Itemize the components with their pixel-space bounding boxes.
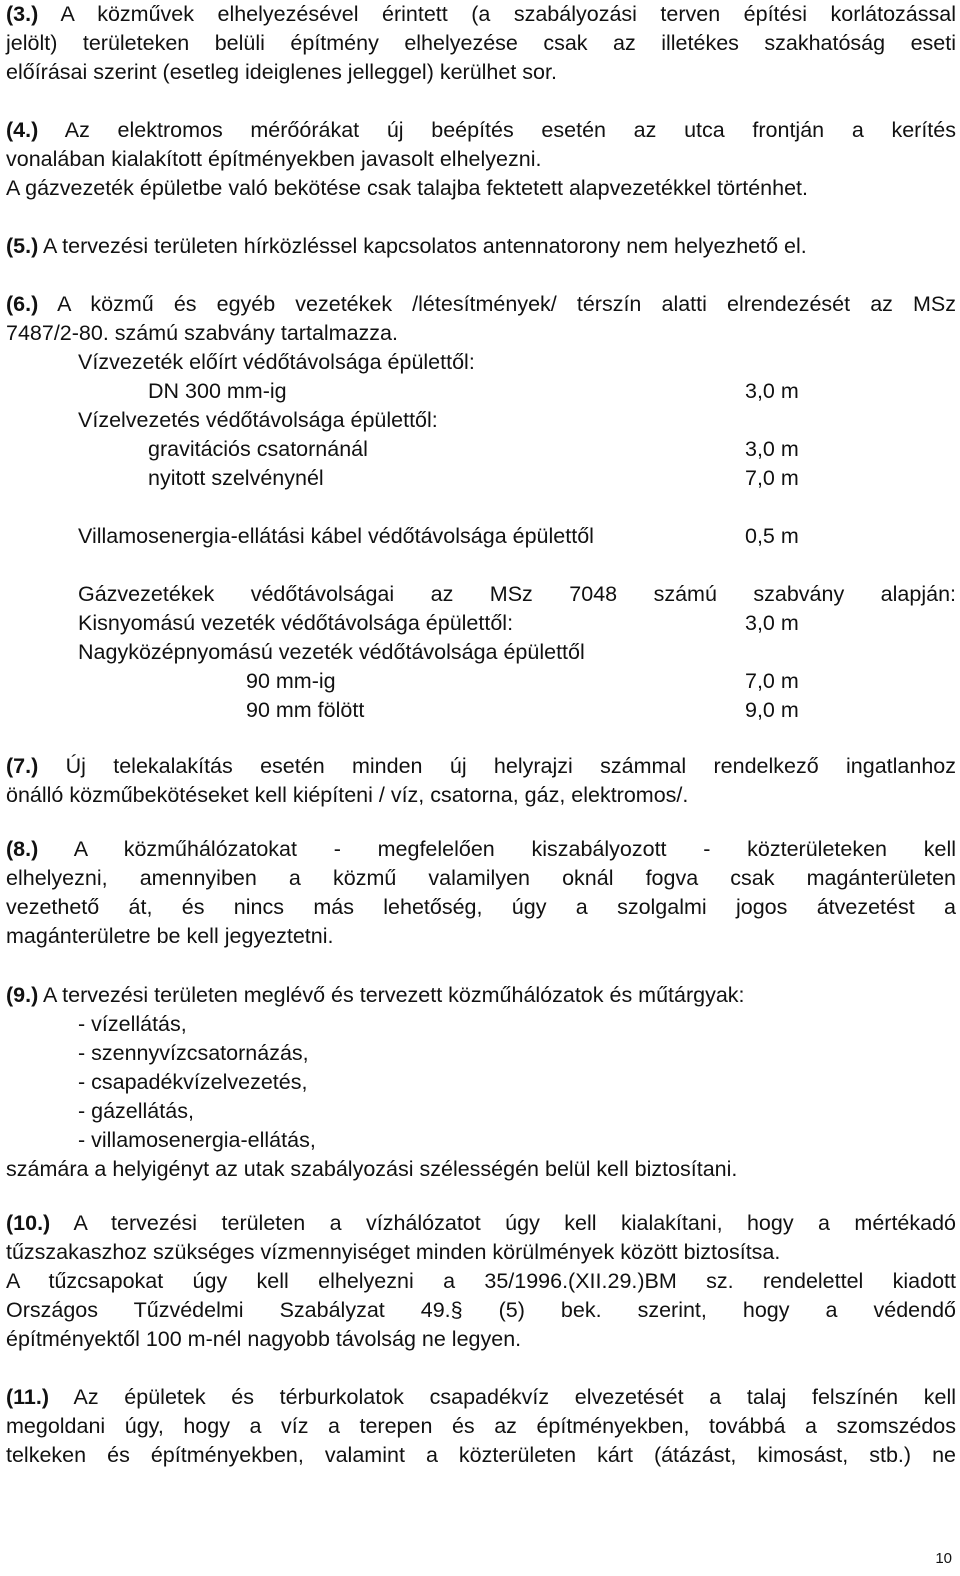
- water-header: Vízvezeték előírt védőtávolsága épülettől:: [78, 350, 475, 374]
- paragraph-10-line-2: tűzszakaszhoz szükséges vízmennyiséget minden körülmények között biztosítsa.: [6, 1240, 781, 1264]
- gas-low-row: Kisnyomású vezeték védőtávolsága épülettől: 3,0 m: [6, 609, 960, 638]
- paragraph-3-line-2: jelölt) területeken belüli építmény elhelyezése csak az illetékes szakhatóság eseti: [6, 31, 956, 55]
- paragraph-10-line-5: építményektől 100 m-nél nagyobb távolság ne legyen.: [6, 1327, 522, 1351]
- paragraph-10-line-1: (10.) A tervezési területen a vízhálózatot úgy kell kialakítani, hogy a mértékadó: [6, 1211, 956, 1235]
- paragraph-number: (6.): [6, 292, 39, 316]
- paragraph-number: (7.): [6, 754, 39, 778]
- list-item: - gázellátás,: [78, 1099, 194, 1123]
- paragraph-7-line-1: (7.) Új telekalakítás esetén minden új helyrajzi számmal rendelkező ingatlanhoz: [6, 754, 956, 778]
- gas-90-row: 90 mm-ig 7,0 m: [6, 667, 960, 696]
- paragraph-11-line-2: megoldani úgy, hogy a víz a terepen és az építményekben, továbbá a szomszédos: [6, 1414, 956, 1438]
- paragraph-7-line-2: önálló közműbekötéseket kell kiépíteni / víz, csatorna, gáz, elektromos/.: [6, 783, 689, 807]
- paragraph-4-line-1: (4.) Az elektromos mérőórákat új beépítés esetén az utca frontján a kerítés: [6, 118, 956, 142]
- distance-value: 3,0 m: [745, 437, 799, 461]
- paragraph-5-line-1: (5.) A tervezési területen hírközléssel kapcsolatos antennatorony nem helyezhető el.: [6, 234, 807, 258]
- list-item: - szennyvízcsatornázás,: [78, 1041, 309, 1065]
- list-item: - villamosenergia-ellátás,: [78, 1128, 316, 1152]
- paragraph-number: (4.): [6, 118, 39, 142]
- paragraph-3-line-1: (3.) A közművek elhelyezésével érintett (a szabályozási terven építési korlátozással: [6, 2, 956, 26]
- distance-value: 7,0 m: [745, 466, 799, 490]
- paragraph-11-line-3: telkeken és építményekben, valamint a közterületen kárt (átázást, kimosást, stb.) ne: [6, 1443, 956, 1467]
- distance-value: 3,0 m: [745, 379, 799, 403]
- paragraph-number: (5.): [6, 234, 39, 258]
- gas-header: Gázvezetékek védőtávolságai az MSz 7048 számú szabvány alapján:: [78, 582, 956, 606]
- sewer-open-row: nyitott szelvénynél 7,0 m: [6, 464, 960, 493]
- paragraph-number: (8.): [6, 837, 39, 861]
- gas-90-over-row: 90 mm fölött 9,0 m: [6, 696, 960, 725]
- distance-value: 0,5 m: [745, 524, 799, 548]
- paragraph-number: (3.): [6, 2, 39, 26]
- paragraph-10-line-4: Országos Tűzvédelmi Szabályzat 49.§ (5) bek. szerint, hogy a védendő: [6, 1298, 956, 1322]
- paragraph-6-line-1: (6.) A közmű és egyéb vezetékek /létesítmények/ térszín alatti elrendezését az MSz: [6, 292, 956, 316]
- paragraph-9-closing: számára a helyigényt az utak szabályozási szélességén belül kell biztosítani.: [6, 1157, 738, 1181]
- list-item: - vízellátás,: [78, 1012, 187, 1036]
- paragraph-4-line-3: A gázvezeték épületbe való bekötése csak talajba fektetett alapvezetékkel történhet.: [6, 176, 808, 200]
- distance-value: 3,0 m: [745, 611, 799, 635]
- power-row: Villamosenergia-ellátási kábel védőtávolsága épülettől 0,5 m: [6, 522, 960, 551]
- distance-value: 9,0 m: [745, 698, 799, 722]
- distance-value: 7,0 m: [745, 669, 799, 693]
- paragraph-11-line-1: (11.) Az épületek és térburkolatok csapadékvíz elvezetését a talaj felszínén kell: [6, 1385, 956, 1409]
- paragraph-8-line-2: elhelyezni, amennyiben a közmű valamilyen oknál fogva csak magánterületen: [6, 866, 956, 890]
- page-number: 10: [935, 1550, 952, 1567]
- water-dn-row: DN 300 mm-ig 3,0 m: [6, 377, 960, 406]
- paragraph-3-line-3: előírásai szerint (esetleg ideiglenes jelleggel) kerülhet sor.: [6, 60, 557, 84]
- paragraph-6-line-2: 7487/2-80. számú szabvány tartalmazza.: [6, 321, 398, 345]
- paragraph-10-line-3: A tűzcsapokat úgy kell elhelyezni a 35/1996.(XII.29.)BM sz. rendelettel kiadott: [6, 1269, 956, 1293]
- paragraph-number: (11.): [6, 1385, 50, 1409]
- sewer-header: Vízelvezetés védőtávolsága épülettől:: [78, 408, 438, 432]
- paragraph-9-line-1: (9.) A tervezési területen meglévő és tervezett közműhálózatok és műtárgyak:: [6, 983, 745, 1007]
- gas-mid-header: Nagyközépnyomású vezeték védőtávolsága épülettől: [78, 640, 585, 664]
- paragraph-8-line-3: vezethető át, és nincs más lehetőség, úgy a szolgalmi jogos átvezetést a: [6, 895, 956, 919]
- paragraph-8-line-4: magánterületre be kell jegyeztetni.: [6, 924, 334, 948]
- paragraph-number: (9.): [6, 983, 39, 1007]
- paragraph-number: (10.): [6, 1211, 51, 1235]
- paragraph-8-line-1: (8.) A közműhálózatokat - megfelelően kiszabályozott - közterületeken kell: [6, 837, 956, 861]
- paragraph-4-line-2: vonalában kialakított építményekben javasolt elhelyezni.: [6, 147, 542, 171]
- list-item: - csapadékvízelvezetés,: [78, 1070, 308, 1094]
- sewer-gravity-row: gravitációs csatornánál 3,0 m: [6, 435, 960, 464]
